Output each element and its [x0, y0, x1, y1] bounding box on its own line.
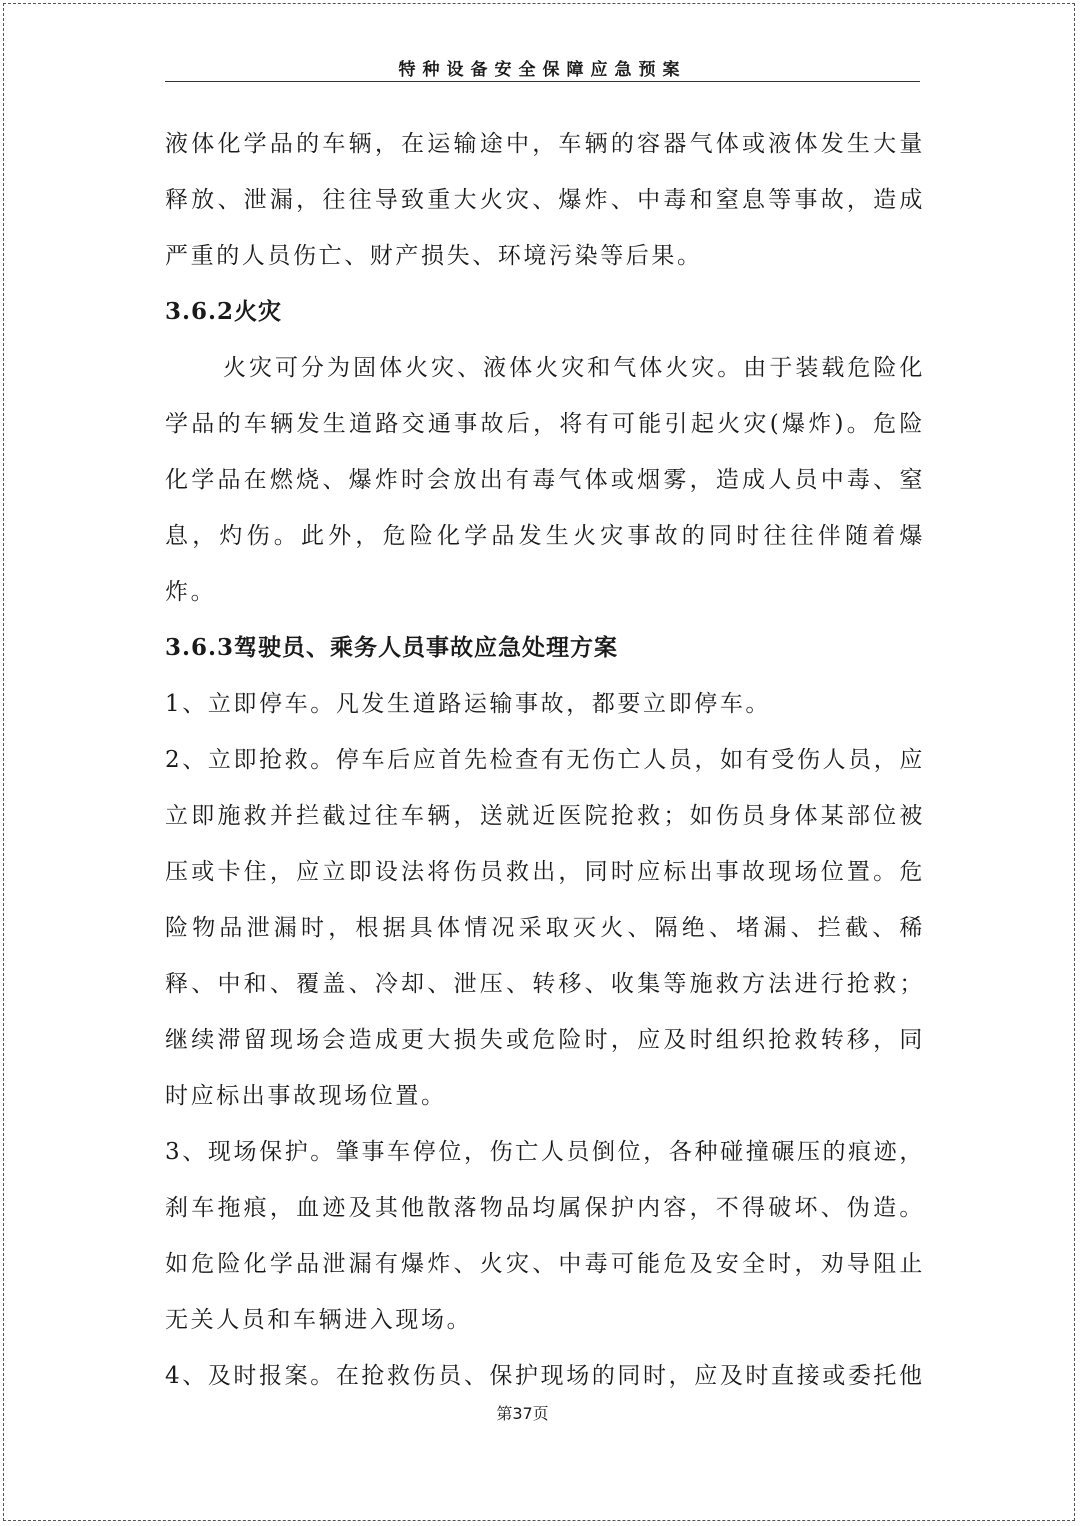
list-item-3: 3、现场保护。肇事车停位，伤亡人员倒位，各种碰撞碾压的痕迹，刹车拖痕，血迹及其他散落物品均属保护内容，不得破坏、伪造。如危险化学品泄漏有爆炸、火灾、中毒可能危及安全时，劝导阻止无关人员和车辆进入现场。	[165, 1139, 925, 1333]
list-item-4: 4、及时报案。在抢救伤员、保护现场的同时，应及时直接或委托他	[165, 1363, 925, 1389]
list-item-2: 2、立即抢救。停车后应首先检查有无伤亡人员，如有受伤人员，应立即施救并拦截过往车辆，送就近医院抢救；如伤员身体某部位被压或卡住，应立即设法将伤员救出，同时应标出事故现场位置。危险物品泄漏时，根据具体情况采取灭火、隔绝、堵漏、拦截、稀释、中和、覆盖、冷却、泄压、转移、收集等施救方法进行抢救；继续滞留现场会造成更大损失或危险时，应及时组织抢救转移，同时应标出事故现场位置。	[165, 747, 925, 1109]
header-rule	[165, 81, 920, 82]
section-heading-3-6-2: 3.6.2火灾	[165, 298, 283, 325]
list-item-1: 1、立即停车。凡发生道路运输事故，都要立即停车。	[165, 691, 772, 717]
document-body	[165, 116, 925, 1404]
section-heading-3-6-3: 3.6.3驾驶员、乘务人员事故应急处理方案	[165, 634, 619, 661]
running-header: 特种设备安全保障应急预案	[398, 60, 687, 80]
section-paragraph-3-6-2: 火灾可分为固体火灾、液体火灾和气体火灾。由于装载危险化学品的车辆发生道路交通事故后，将有可能引起火灾(爆炸)。危险化学品在燃烧、爆炸时会放出有毒气体或烟雾，造成人员中毒、窒息，灼伤。此外，危险化学品发生火灾事故的同时往往伴随着爆炸。	[165, 355, 925, 605]
intro-paragraph: 液体化学品的车辆，在运输途中，车辆的容器气体或液体发生大量释放、泄漏，往往导致重大火灾、爆炸、中毒和窒息等事故，造成严重的人员伤亡、财产损失、环境污染等后果。	[165, 131, 925, 269]
page-number: 第37页	[496, 1404, 549, 1423]
